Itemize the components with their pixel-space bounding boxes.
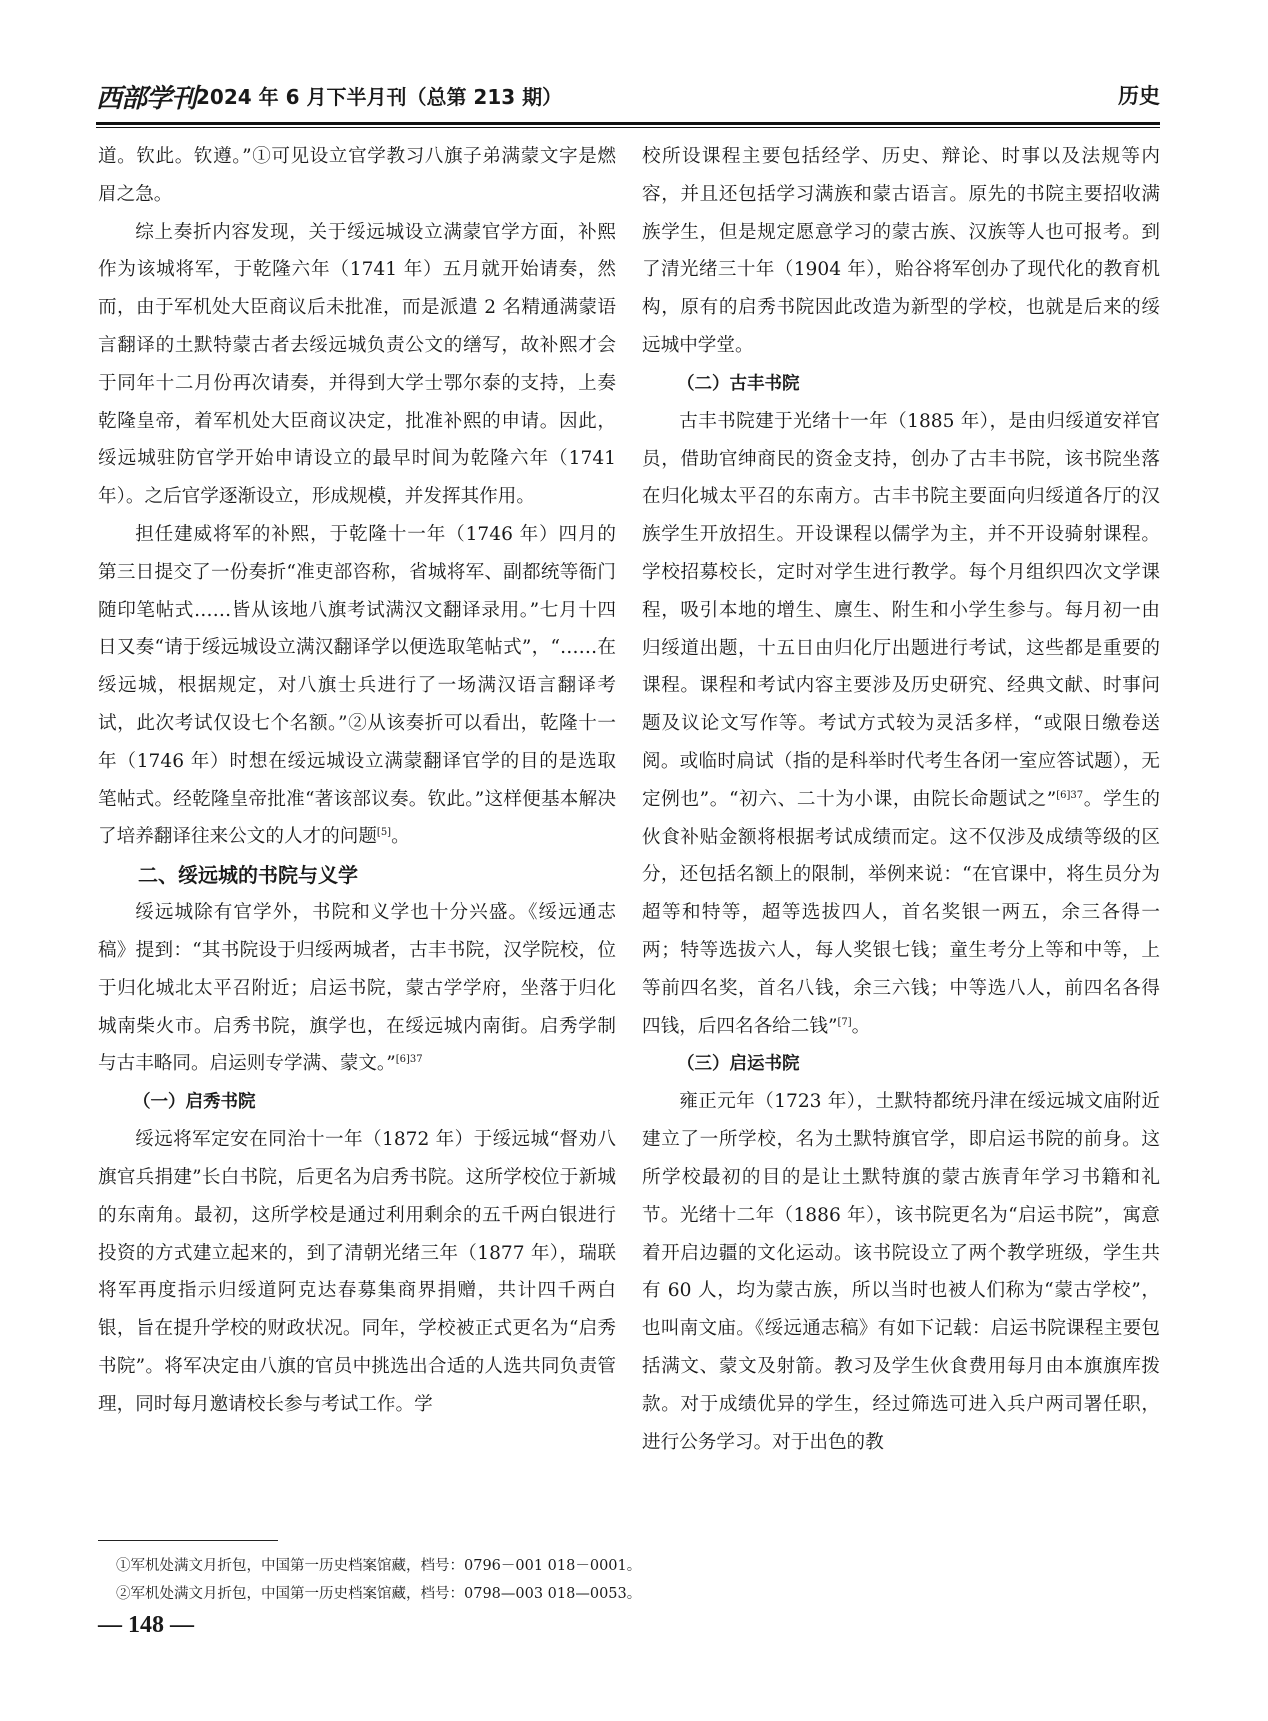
right-column — [642, 138, 1160, 1461]
paragraph — [98, 894, 616, 1083]
paragraph: 雍正元年（1723 年），土默特都统丹津在绥远城文庙附近建立了一所学校，名为土默特旗官学，即启运书院的前身。这所学校最初的目的是让土默特旗的蒙古族青年学习书籍和礼节。光绪十二年（1886 年），该书院更名为“启运书院”，寓意着开启边疆的文化运动。该书院设立了两个教学班级，学生共有 60 人，均为蒙古族，所以当时也被人们称为“蒙古学校”，也叫南文庙。《绥远通志稿》有如下记载：启运书院课程主要包括满文、蒙文及射箭。教习及学生伙食费用每月由本旗旗库拨款。对于成绩优异的学生，经过筛选可进入兵户两司署任职，进行公务学习。对于出色的教 — [642, 1091, 1160, 1453]
paragraph: 道。钦此。钦遵。”①可见设立官学教习八旗子弟满蒙文字是燃眉之急。 — [98, 146, 616, 205]
footnote-rule — [98, 1540, 278, 1541]
footnote: ①军机处满文月折包，中国第一历史档案馆藏，档号：0796－001 018－0001。 — [116, 1558, 642, 1574]
citation: [6]37 — [1056, 789, 1084, 801]
footnotes — [116, 1552, 641, 1608]
paragraph-text: 担任建威将军的补熙，于乾隆十一年（1746 年）四月的第三日提交了一份奏折“准吏部咨称，省城将军、副都统等衙门随印笔帖式……皆从该地八旗考试满汉文翻译录用。”七月十四日又奏“请于绥远城设立满汉翻译学以便选取笔帖式”，“……在绥远城，根据规定，对八旗士兵进行了一场满汉语言翻译考试，此次考试仅设七个名额。”②从该奏折可以看出，乾隆十一年（1746 年）时想在绥远城设立满蒙翻译官学的目的是选取笔帖式。经乾隆皇帝批准“著该部议奏。钦此。”这样便基本解决了培养翻译往来公文的人才的问题 — [98, 523, 616, 848]
punctuation: 。 — [851, 1015, 871, 1037]
section-label: 历史 — [1118, 84, 1160, 108]
page-number: — 148 — — [98, 1612, 194, 1638]
paragraph: 绥远将军定安在同治十一年（1872 年）于绥远城“督劝八旗官兵捐建”长白书院，后更名为启秀书院。这所学校位于新城的东南角。最初，这所学校是通过利用剩余的五千两白银进行投资的方式建立起来的，到了清朝光绪三年（1877 年），瑞联将军再度指示归绥道阿克达春募集商界捐赠，共计四千两白银，旨在提升学校的财政状况。同年，学校被正式更名为“启秀书院”。将军决定由八旗的官员中挑选出合适的人选共同负责管理，同时每月邀请校长参与考试工作。学 — [98, 1129, 616, 1415]
section-heading: 二、绥远城的书院与义学 — [138, 863, 358, 888]
journal-logo: 西部学刊 — [96, 84, 197, 114]
citation: [6]37 — [395, 1054, 423, 1066]
subsection-heading: （三）启运书院 — [677, 1054, 800, 1075]
citation: [5] — [376, 827, 392, 839]
punctuation: 。 — [391, 826, 410, 848]
paragraph-text: 古丰书院建于光绪十一年（1885 年），是由归绥道安祥官员，借助官绅商民的资金支持，创办了古丰书院，该书院坐落在归化城太平召的东南方。古丰书院主要面向归绥道各厅的汉族学生开放招生。开设课程以儒学为主，并不开设骑射课程。学校招募校长，定时对学生进行教学。每个月组织四次文学课程，吸引本地的增生、廪生、附生和小学生参与。每月初一由归绥道出题，十五日由归化厅出题进行考试，这些都是重要的课程。课程和考试内容主要涉及历史研究、经典文献、时事问题及议论文写作等。考试方式较为灵活多样，“或限日缴卷送阅。或临时扃试（指的是科举时代考生各闭一室应答试题），无定例也”。“初六、二十为小课，由院长命题试之” — [642, 410, 1160, 810]
issue-info: 2024 年 6 月下半月刊（总第 213 期） — [196, 85, 563, 109]
paragraph-text: 绥远城除有官学外，书院和义学也十分兴盛。《绥远通志稿》提到：“其书院设于归绥两城者，古丰书院，汉学院校，位于归化城北太平召附近；启运书院，蒙古学学府，坐落于归化城南柴火市。启秀书院，旗学也，在绥远城内南街。启秀学制与古丰略同。启运则专学满、蒙文。” — [98, 902, 616, 1075]
paragraph-text: 。学生的伙食补贴金额将根据考试成绩而定。这不仅涉及成绩等级的区分，还包括名额上的限制，举例来说：“在官课中，将生员分为超等和特等，超等选拔四人，首名奖银一两五，余三各得一两；特等选拔六人，每人奖银七钱；童生考分上等和中等，上等前四名奖，首名八钱，余三六钱；中等选八人，前四名各得四钱，后四名各给二钱” — [642, 788, 1160, 1037]
paragraph — [642, 403, 1160, 1046]
running-header — [96, 76, 1160, 120]
paragraph: 校所设课程主要包括经学、历史、辩论、时事以及法规等内容，并且还包括学习满族和蒙古语言。原先的书院主要招收满族学生，但是规定愿意学习的蒙古族、汉族等人也可报考。到了清光绪三十年（1904 年），贻谷将军创办了现代化的教育机构，原有的启秀书院因此改造为新型的学校，也就是后来的绥远城中学堂。 — [642, 146, 1160, 356]
subsection-heading: （一）启秀书院 — [133, 1092, 256, 1113]
left-column — [98, 138, 616, 1424]
header-rule-thin — [96, 127, 1160, 128]
subsection-heading: （二）古丰书院 — [677, 373, 800, 394]
paragraph: 综上奏折内容发现，关于绥远城设立满蒙官学方面，补熙作为该城将军，于乾隆六年（1741 年）五月就开始请奏，然而，由于军机处大臣商议后未批准，而是派遣 2 名精通满蒙语言翻译的土默特蒙古者去绥远城负责公文的缮写，故补熙才会于同年十二月份再次请奏，并得到大学士鄂尔泰的支持，上奏乾隆皇帝，着军机处大臣商议决定，批准补熙的申请。因此，绥远城驻防官学开始申请设立的最早时间为乾隆六年（1741 年）。之后官学逐渐设立，形成规模，并发挥其作用。 — [98, 221, 616, 508]
citation: [7] — [837, 1016, 852, 1028]
header-rule — [96, 122, 1160, 125]
paragraph — [98, 516, 616, 856]
footnote: ②军机处满文月折包，中国第一历史档案馆藏，档号：0798—003 018—0053。 — [116, 1586, 642, 1602]
